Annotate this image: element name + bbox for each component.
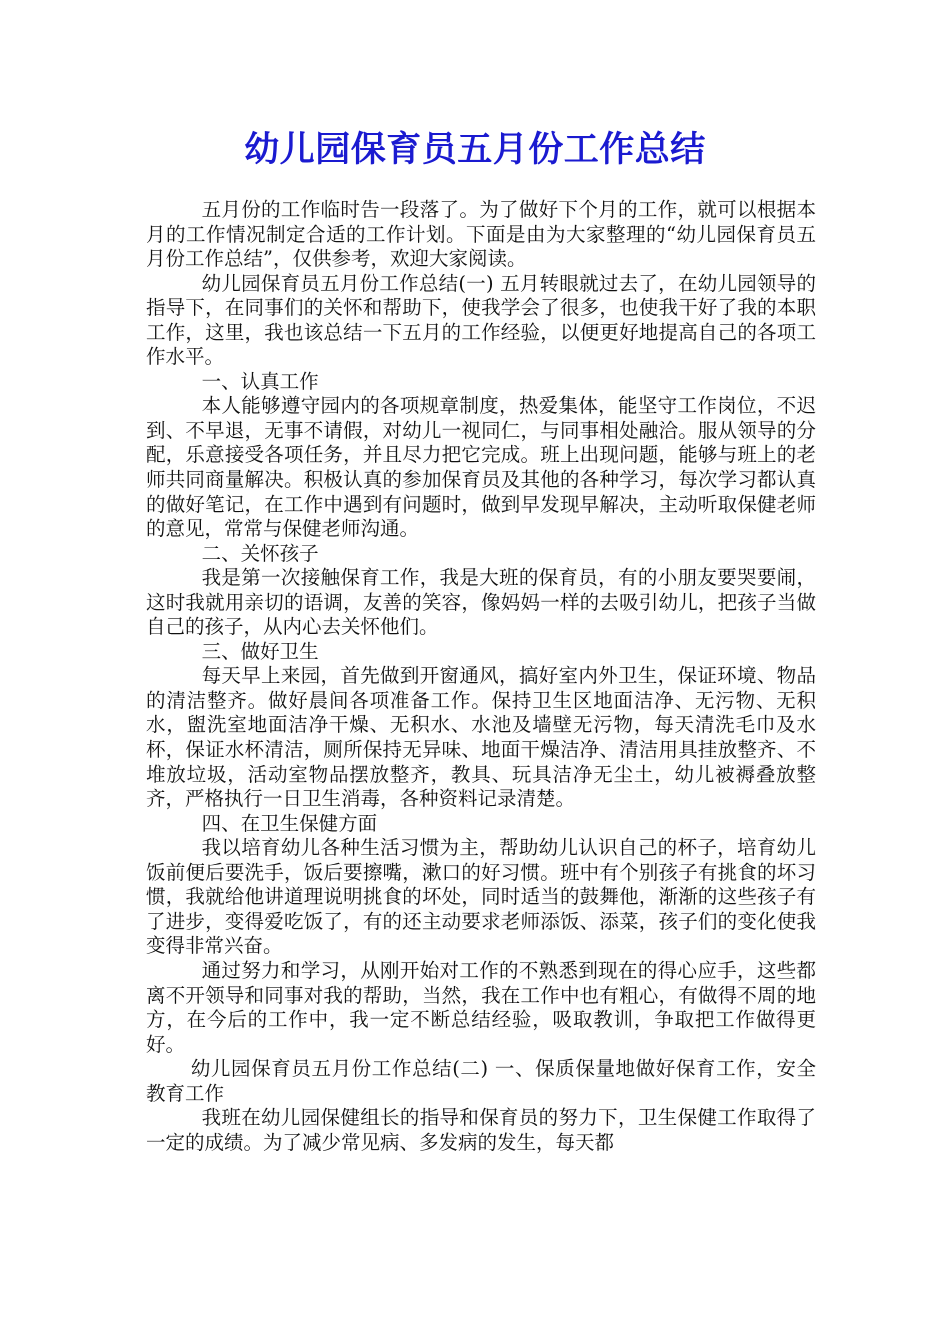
summary-two-paragraph: 幼儿园保育员五月份工作总结(二) 一、保质保量地做好保育工作，安全教育工作 [146, 1057, 816, 1105]
care-paragraph: 我是第一次接触保育工作，我是大班的保育员，有的小朋友要哭要闹，这时我就用亲切的语调，友善的笑容，像妈妈一样的去吸引幼儿，把孩子当做自己的孩子，从内心去关怀他们。 [146, 566, 816, 639]
section-heading-health: 四、在卫生保健方面 [201, 811, 378, 835]
summary-two-body-paragraph: 我班在幼儿园保健组长的指导和保育员的努力下，卫生保健工作取得了一定的成绩。为了减少常见病、多发病的发生，每天都 [146, 1106, 816, 1154]
section-heading-work: 一、认真工作 [201, 369, 319, 393]
section-heading-care: 二、关怀孩子 [201, 541, 319, 565]
summary-one-paragraph: 幼儿园保育员五月份工作总结(一) 五月转眼就过去了，在幼儿园领导的指导下，在同事们的关怀和帮助下，使我学会了很多，也使我干好了我的本职工作，这里，我也该总结一下五月的工作经验，以便更好地提高自己的各项工作水平。 [146, 271, 816, 369]
intro-paragraph: 五月份的工作临时告一段落了。为了做好下个月的工作，就可以根据本月的工作情况制定合适的工作计划。下面是由为大家整理的“幼儿园保育员五月份工作总结”，仅供参考，欢迎大家阅读。 [146, 198, 816, 271]
work-paragraph: 本人能够遵守园内的各项规章制度，热爱集体，能坚守工作岗位，不迟到、不早退，无事不请假，对幼儿一视同仁，与同事相处融洽。服从领导的分配，乐意接受各项任务，并且尽力把它完成。班上出现问题，能够与班上的老师共同商量解决。积极认真的参加保育员及其他的各种学习，每次学习都认真的做好笔记，在工作中遇到有问题时，做到早发现早解决，主动听取保健老师的意见，常常与保健老师沟通。 [146, 394, 816, 541]
document-body [146, 198, 816, 1155]
health-paragraph: 我以培育幼儿各种生活习惯为主，帮助幼儿认识自己的杯子，培育幼儿饭前便后要洗手，饭后要擦嘴，漱口的好习惯。班中有个别孩子有挑食的坏习惯，我就给他讲道理说明挑食的坏处，同时适当的鼓舞他，渐渐的这些孩子有了进步，变得爱吃饭了，有的还主动要求老师添饭、添菜，孩子们的变化使我变得非常兴奋。 [146, 836, 816, 958]
hygiene-paragraph: 每天早上来园，首先做到开窗通风，搞好室内外卫生，保证环境、物品的清洁整齐。做好晨间各项准备工作。保持卫生区地面洁净、无污物、无积水，盥洗室地面洁净干燥、无积水、水池及墙壁无污物，每天清洗毛巾及水杯，保证水杯清洁，厕所保持无异味、地面干燥洁净、清洁用具挂放整齐、不堆放垃圾，活动室物品摆放整齐，教具、玩具洁净无尘土，幼儿被褥叠放整齐，严格执行一日卫生消毒，各种资料记录清楚。 [146, 664, 816, 811]
section-heading-hygiene: 三、做好卫生 [201, 639, 319, 663]
document-title: 幼儿园保育员五月份工作总结 [244, 129, 706, 170]
conclusion-paragraph: 通过努力和学习，从刚开始对工作的不熟悉到现在的得心应手，这些都离不开领导和同事对我的帮助，当然，我在工作中也有粗心，有做得不周的地方，在今后的工作中，我一定不断总结经验，吸取教训，争取把工作做得更好。 [146, 958, 816, 1056]
